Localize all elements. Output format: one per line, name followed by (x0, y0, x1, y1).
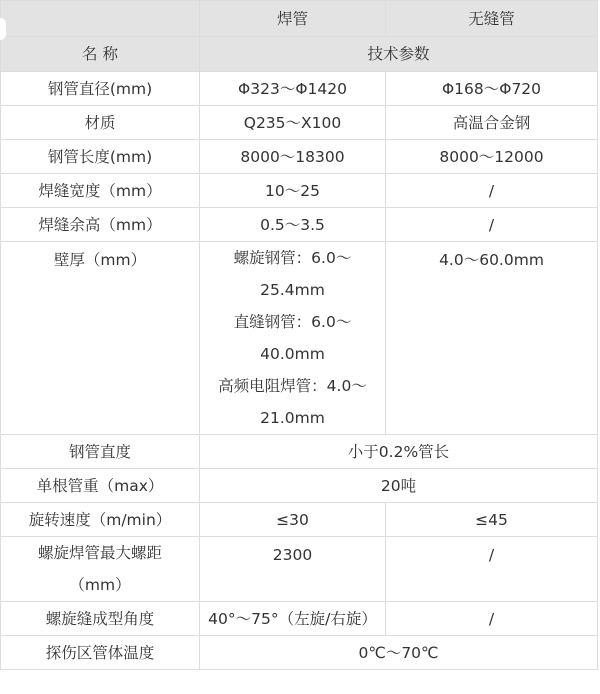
row-label: 单根管重（max） (1, 469, 200, 503)
row-merged-value: 小于0.2%管长 (200, 435, 598, 469)
table-row (1, 242, 598, 435)
row-label: 焊缝宽度（mm） (1, 174, 200, 208)
row-label (1, 537, 200, 602)
table-header-row (1, 1, 598, 37)
row-welded-value: 2300 (200, 537, 386, 602)
row-welded-value: ≤30 (200, 503, 386, 537)
table-row (1, 140, 598, 174)
row-merged-value: 0℃～70℃ (200, 636, 598, 670)
table-row (1, 537, 598, 602)
row-welded-value: Q235～X100 (200, 106, 386, 140)
row-welded-value: 0.5～3.5 (200, 208, 386, 242)
row-label: 钢管直度 (1, 435, 200, 469)
table-row (1, 106, 598, 140)
header-blank-cell (1, 1, 200, 37)
wall-thickness-line: 直缝钢管：6.0～ (233, 313, 352, 331)
row-label: 焊缝余高（mm） (1, 208, 200, 242)
header-welded-pipe: 焊管 (200, 1, 386, 37)
row-welded-value (200, 242, 386, 435)
table-row (1, 602, 598, 636)
subheader-technical-parameters: 技术参数 (200, 37, 598, 72)
row-welded-value: Φ323～Φ1420 (200, 72, 386, 106)
row-label-line: （mm） (69, 576, 131, 594)
row-label: 旋转速度（m/min） (1, 503, 200, 537)
row-label: 螺旋缝成型角度 (1, 602, 200, 636)
row-seamless-value: / (386, 208, 598, 242)
table-row (1, 174, 598, 208)
table-row (1, 435, 598, 469)
side-tab-handle[interactable] (0, 18, 6, 40)
row-merged-value: 20吨 (200, 469, 598, 503)
row-label: 探伤区管体温度 (1, 636, 200, 670)
wall-thickness-line: 21.0mm (260, 409, 325, 427)
row-label: 壁厚（mm） (1, 242, 200, 435)
row-seamless-value: 8000～12000 (386, 140, 598, 174)
header-seamless-pipe: 无缝管 (386, 1, 598, 37)
row-seamless-value: / (386, 174, 598, 208)
table-row (1, 72, 598, 106)
row-label: 钢管长度(mm) (1, 140, 200, 174)
subheader-name: 名 称 (1, 37, 200, 72)
row-seamless-value: / (386, 537, 598, 602)
row-seamless-value: ≤45 (386, 503, 598, 537)
wall-thickness-line: 螺旋钢管：6.0～ (233, 249, 352, 267)
wall-thickness-line: 40.0mm (260, 345, 325, 363)
row-welded-value: 8000～18300 (200, 140, 386, 174)
table-row (1, 636, 598, 670)
row-seamless-value: 4.0～60.0mm (386, 242, 598, 435)
row-seamless-value: / (386, 602, 598, 636)
table-row (1, 469, 598, 503)
row-seamless-value: 高温合金钢 (386, 106, 598, 140)
wall-thickness-line: 高频电阻焊管：4.0～ (218, 377, 367, 395)
row-label: 钢管直径(mm) (1, 72, 200, 106)
row-label: 材质 (1, 106, 200, 140)
row-label-line: 螺旋焊管最大螺距 (37, 544, 162, 562)
table-row (1, 208, 598, 242)
table-row (1, 503, 598, 537)
row-welded-value: 10～25 (200, 174, 386, 208)
row-welded-value: 40°～75°（左旋/右旋） (200, 602, 386, 636)
wall-thickness-line: 25.4mm (260, 281, 325, 299)
row-seamless-value: Φ168～Φ720 (386, 72, 598, 106)
table-subheader-row (1, 37, 598, 72)
